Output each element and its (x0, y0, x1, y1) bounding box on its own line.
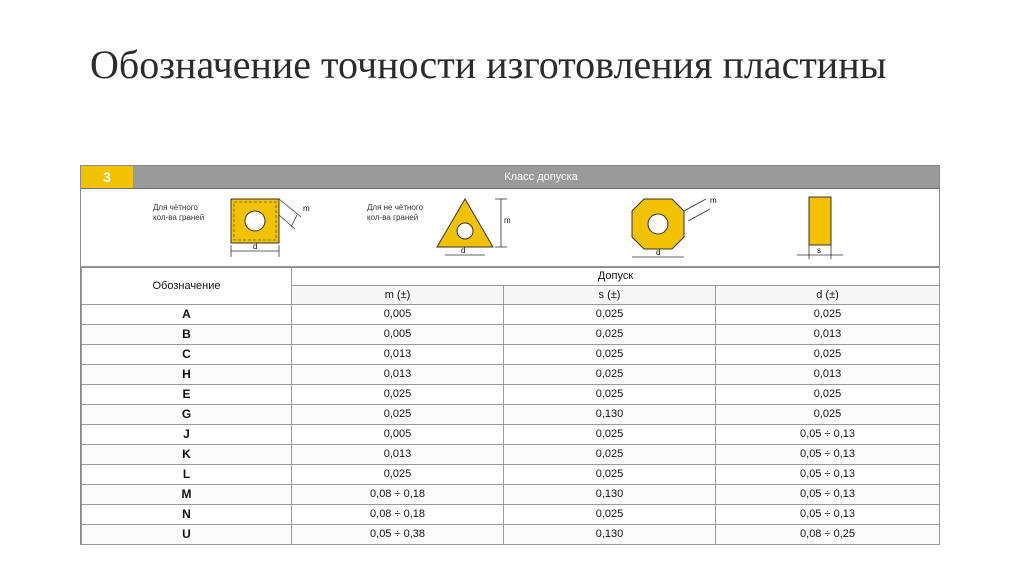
tolerance-code: A (82, 305, 292, 325)
tolerance-code: B (82, 325, 292, 345)
odd-note-line1: Для не чётного (367, 203, 424, 212)
tolerance-m: 0,005 (292, 325, 504, 345)
table-row (82, 445, 940, 465)
tolerance-s: 0,130 (504, 485, 716, 505)
tolerance-d: 0,05 ÷ 0,13 (716, 485, 940, 505)
tolerance-code: N (82, 505, 292, 525)
even-faces-note (153, 203, 204, 223)
tolerance-code: K (82, 445, 292, 465)
table-row (82, 385, 940, 405)
designation-header: Обозначение (82, 267, 292, 305)
tolerance-code: H (82, 365, 292, 385)
tolerance-code: G (82, 405, 292, 425)
tolerance-d: 0,013 (716, 365, 940, 385)
tolerance-s: 0,130 (504, 525, 716, 545)
tolerance-m: 0,025 (292, 465, 504, 485)
tolerance-s: 0,025 (504, 305, 716, 325)
tolerance-d: 0,08 ÷ 0,25 (716, 525, 940, 545)
label-d-3: d (656, 248, 661, 257)
tolerance-sheet (80, 165, 940, 545)
table-row (82, 485, 940, 505)
tolerance-m: 0,013 (292, 365, 504, 385)
tolerance-m: 0,005 (292, 305, 504, 325)
tolerance-code: C (82, 345, 292, 365)
table-row (82, 525, 940, 545)
tolerance-m: 0,08 ÷ 0,18 (292, 505, 504, 525)
tolerance-d: 0,025 (716, 405, 940, 425)
tolerance-m: 0,025 (292, 385, 504, 405)
label-s: s (817, 246, 821, 255)
column-header-d: d (±) (716, 286, 940, 305)
tolerance-code: L (82, 465, 292, 485)
table-row (82, 465, 940, 485)
section-number: 3 (81, 166, 133, 188)
tolerance-s: 0,025 (504, 425, 716, 445)
odd-faces-note (367, 203, 423, 223)
slide-title: Обозначение точности изготовления пластины (90, 42, 887, 87)
tolerance-d: 0,05 ÷ 0,13 (716, 505, 940, 525)
table-row (82, 325, 940, 345)
table-row (82, 405, 940, 425)
table-row (82, 305, 940, 325)
tolerance-s: 0,025 (504, 345, 716, 365)
tolerance-s: 0,025 (504, 505, 716, 525)
tolerance-d: 0,05 ÷ 0,13 (716, 425, 940, 445)
tolerance-d: 0,025 (716, 385, 940, 405)
tolerance-s: 0,025 (504, 385, 716, 405)
tolerance-m: 0,013 (292, 345, 504, 365)
tolerance-code: E (82, 385, 292, 405)
label-m-3: m (710, 196, 717, 205)
even-note-line1: Для чётного (153, 203, 198, 212)
table-row (82, 505, 940, 525)
table-row (82, 365, 940, 385)
tolerance-code: M (82, 485, 292, 505)
insert-diagrams (81, 189, 939, 268)
tolerance-s: 0,025 (504, 465, 716, 485)
tolerance-m: 0,013 (292, 445, 504, 465)
label-d-1: d (253, 242, 258, 251)
square-insert-diagram (221, 193, 331, 265)
tolerance-m: 0,08 ÷ 0,18 (292, 485, 504, 505)
tolerance-d: 0,05 ÷ 0,13 (716, 445, 940, 465)
octagon-insert-diagram (626, 193, 736, 265)
section-title: Класс допуска (504, 171, 578, 183)
tolerance-m: 0,025 (292, 405, 504, 425)
section-header-bar (81, 166, 939, 189)
table-row (82, 425, 940, 445)
tolerance-d: 0,025 (716, 305, 940, 325)
column-header-m: m (±) (292, 286, 504, 305)
tolerance-code: U (82, 525, 292, 545)
tolerance-m: 0,05 ÷ 0,38 (292, 525, 504, 545)
tolerance-d: 0,05 ÷ 0,13 (716, 465, 940, 485)
label-m-1: m (303, 204, 310, 213)
tolerance-header: Допуск (292, 267, 940, 286)
even-note-line2: кол-ва граней (153, 213, 205, 222)
tolerance-s: 0,025 (504, 445, 716, 465)
tolerance-code: J (82, 425, 292, 445)
tolerance-s: 0,025 (504, 325, 716, 345)
tolerance-table (81, 266, 940, 545)
tolerance-d: 0,013 (716, 325, 940, 345)
label-d-2: d (461, 246, 466, 255)
thickness-diagram (791, 193, 861, 265)
tolerance-s: 0,130 (504, 405, 716, 425)
table-row (82, 345, 940, 365)
tolerance-d: 0,025 (716, 345, 940, 365)
tolerance-m: 0,005 (292, 425, 504, 445)
tolerance-s: 0,025 (504, 365, 716, 385)
label-m-2: m (504, 216, 511, 225)
odd-note-line2: кол-ва граней (367, 213, 419, 222)
column-header-s: s (±) (504, 286, 716, 305)
triangle-insert-diagram (431, 193, 531, 265)
